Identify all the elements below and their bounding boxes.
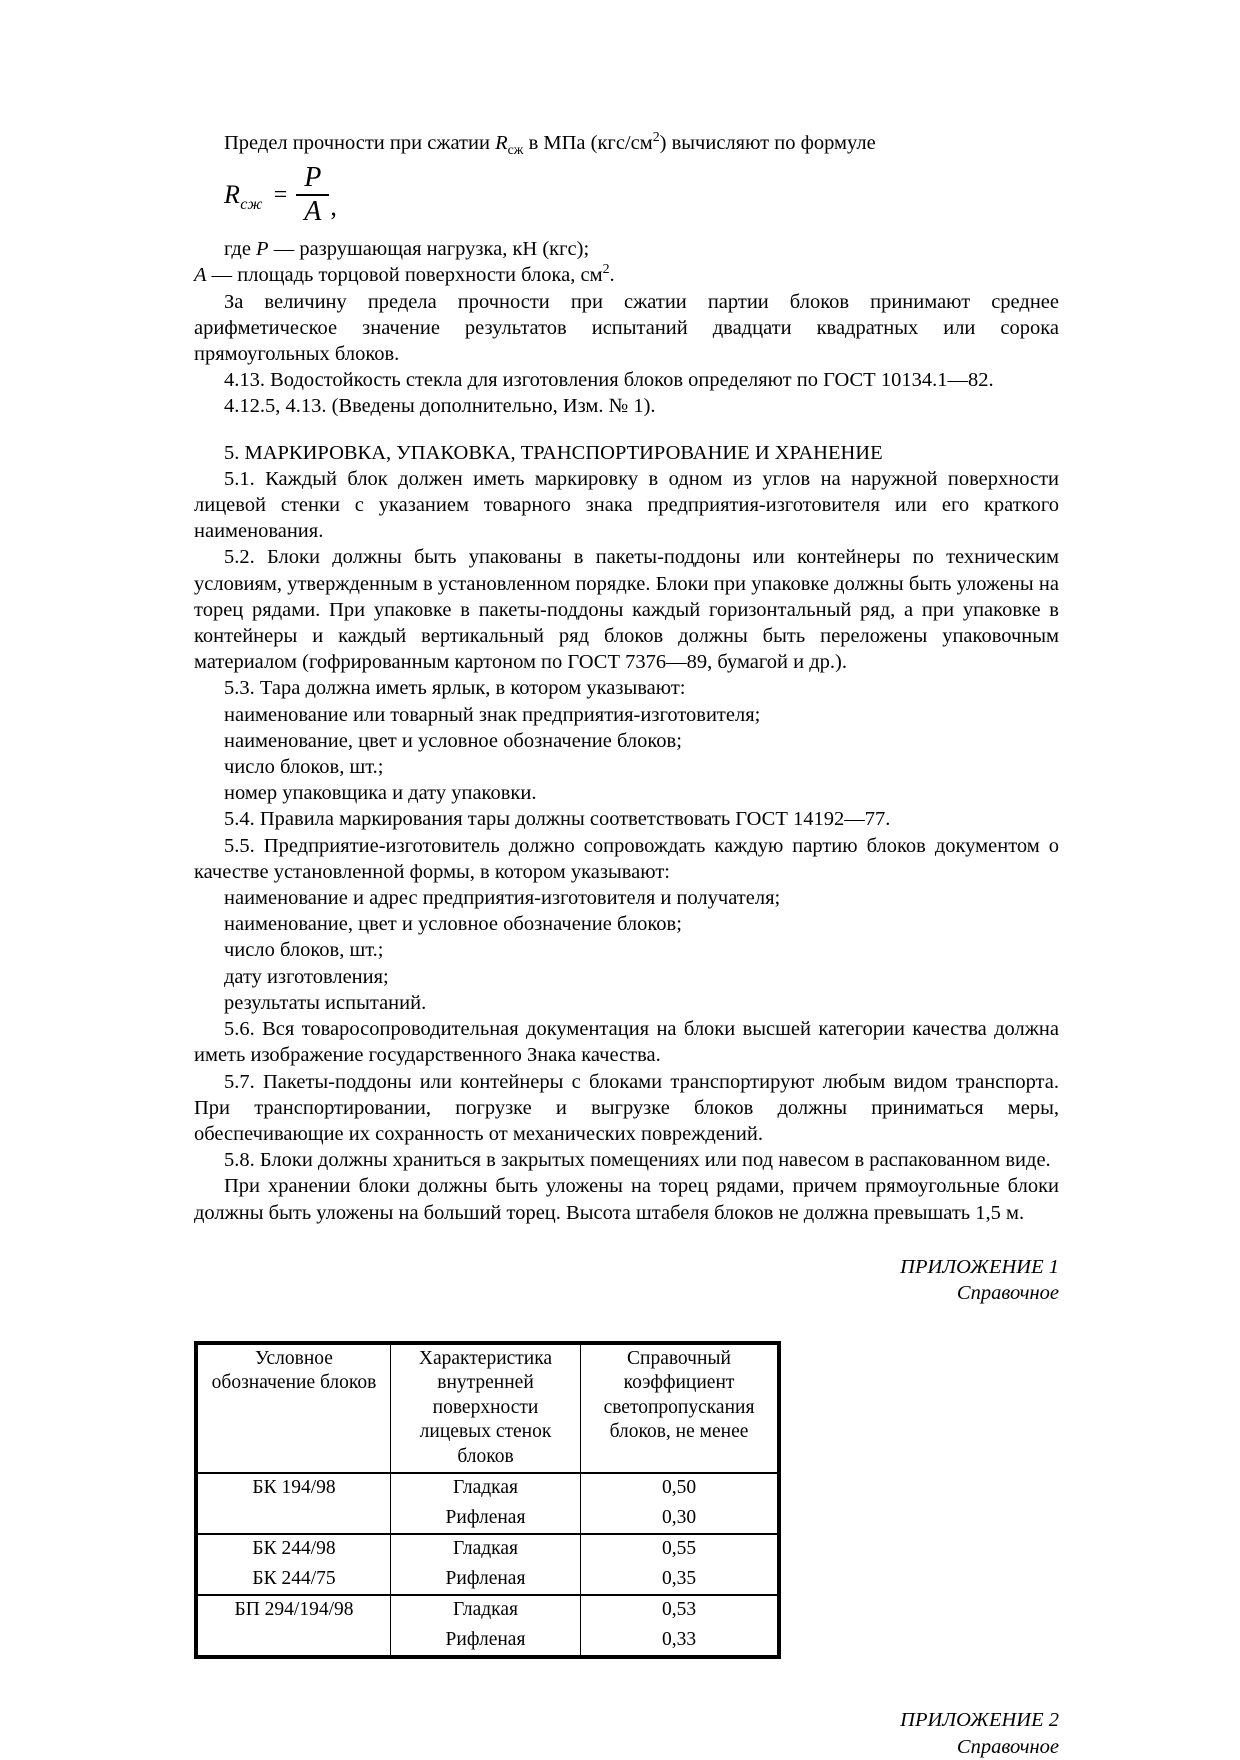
paragraph-storage: При хранении блоки должны быть уложены на торец рядами, причем прямоугольные блоки должны быть уложены на больший торец. Высота штабеля блоков не должна превышать 1,5 м. <box>194 1175 1059 1224</box>
spacer-before-section-5 <box>194 420 1059 440</box>
list-item-5-3-2: наименование, цвет и условное обозначение блоков; <box>224 729 682 752</box>
designation-text-1a: БК 194/98 <box>252 1477 336 1499</box>
cell-coefficient-2a: 0,55 <box>581 1534 778 1565</box>
table-row <box>198 1565 778 1596</box>
cell-surface-2b: Рифленая <box>391 1565 581 1596</box>
list-item-5-5-2: наименование, цвет и условное обозначение блоков; <box>224 913 682 936</box>
paragraph-5-7: 5.7. Пакеты-поддоны или контейнеры с блоками транспортируют любым видом транспорта. При транспортировании, погрузке и выгрузке блоков должны приниматься меры, обеспечивающие их сохранность от механических повреждений. <box>194 1070 1059 1145</box>
intro-symbol: R <box>495 132 508 154</box>
appendix-2-title: ПРИЛОЖЕНИЕ 2 <box>900 1709 1059 1732</box>
cell-surface-3b: Рифленая <box>391 1626 581 1656</box>
paragraph-5-6: 5.6. Вся товаросопроводительная документация на блоки высшей категории качества должна иметь изображение государственного Знака качества. <box>194 1018 1059 1067</box>
cell-designation-1 <box>198 1473 391 1534</box>
cell-designation-2a: БК 244/98 <box>198 1534 391 1565</box>
section-5-heading: 5. МАРКИРОВКА, УПАКОВКА, ТРАНСПОРТИРОВАНИЕ И ХРАНЕНИЕ <box>224 441 883 464</box>
appendix-2-subtitle: Справочное <box>956 1735 1059 1758</box>
paragraph-5-4: 5.4. Правила маркирования тары должны соответствовать ГОСТ 14192—77. <box>224 808 891 831</box>
list-item-5-3-3: число блоков, шт.; <box>224 756 384 779</box>
list-item-5-5-5: результаты испытаний. <box>224 991 427 1014</box>
formula-lhs-subscript: сж <box>240 196 263 214</box>
cell-surface-2a: Гладкая <box>391 1534 581 1565</box>
where-line-p <box>194 236 1059 262</box>
document-content <box>194 130 1059 1760</box>
where-variable-p: P <box>256 238 269 261</box>
paragraph-4-13: 4.13. Водостойкость стекла для изготовления блоков определяют по ГОСТ 10134.1—82. <box>224 369 994 392</box>
where-line-a <box>194 262 1059 288</box>
intro-before: Предел прочности при сжатии <box>224 132 496 154</box>
cell-designation-2b: БК 244/75 <box>198 1565 391 1596</box>
table-row <box>198 1473 778 1504</box>
cell-coefficient-3a: 0,53 <box>581 1595 778 1626</box>
light-transmission-table <box>197 1344 778 1657</box>
intro-exponent: 2 <box>652 130 660 146</box>
where-text-p: — разрушающая нагрузка, кН (кгс); <box>268 238 590 261</box>
cell-surface-3a: Гладкая <box>391 1595 581 1626</box>
table-header-row <box>198 1344 778 1473</box>
formula-equals-sign: = <box>273 181 288 208</box>
intro-tail: ) вычисляют по формуле <box>659 132 876 154</box>
where-text-a: — площадь торцовой поверхности блока, см <box>206 264 603 287</box>
cell-designation-3 <box>198 1595 391 1656</box>
intro-symbol-subscript: сж <box>507 143 524 159</box>
spec-table-wrapper <box>194 1341 1059 1660</box>
formula-lhs-symbol: R <box>224 180 241 210</box>
appendix-1-subtitle: Справочное <box>956 1282 1059 1305</box>
formula-trailing-comma: , <box>330 192 337 222</box>
cell-surface-1b: Рифленая <box>391 1504 581 1535</box>
cell-coefficient-1b: 0,30 <box>581 1504 778 1535</box>
spacer-before-appendix-2 <box>194 1659 1059 1687</box>
spacer-before-appendix-2-b <box>194 1687 1059 1707</box>
list-item-5-3-1: наименование или товарный знак предприятия-изготовителя; <box>224 703 761 726</box>
table-header-designation: Условное обозначение блоков <box>198 1344 391 1473</box>
paragraph-5-8: 5.8. Блоки должны храниться в закрытых помещениях или под навесом в распакованном виде. <box>224 1149 1051 1172</box>
formula-fraction <box>296 164 329 226</box>
list-item-5-3-4: номер упаковщика и дату упаковки. <box>224 782 537 805</box>
paragraph-5-5: 5.5. Предприятие-изготовитель должно сопровождать каждую партию блоков документом о качестве установленной формы, в котором указывают: <box>194 834 1059 883</box>
where-variable-a: A <box>194 264 207 287</box>
formula-left-side <box>224 180 263 214</box>
paragraph-5-3: 5.3. Тара должна иметь ярлык, в котором указывают: <box>224 677 686 700</box>
paragraph-4-12-5: 4.12.5, 4.13. (Введены дополнительно, Изм. № 1). <box>224 395 656 418</box>
formula-denominator: A <box>304 196 322 227</box>
paragraph-5-1: 5.1. Каждый блок должен иметь маркировку в одном из углов на наружной поверхности лицевой стенки с указанием товарного знака предприятия-изготовителя или его краткого наименования. <box>194 467 1059 543</box>
where-prefix: где <box>224 238 257 261</box>
spec-table-outer-border <box>194 1341 781 1660</box>
table-row <box>198 1534 778 1565</box>
paragraph-5-2: 5.2. Блоки должны быть упакованы в пакеты-поддоны или контейнеры по техническим условиям, утвержденным в установленном порядке. Блоки при упаковке должны быть уложены на торец рядами. При упаковке в пакеты-поддоны каждый горизонтальный ряд, а при упаковке в контейнеры и каждый вертикальный ряд блоков должны быть переложены упаковочным материалом (гофрированным картоном по ГОСТ 7376—89, бумагой и др.). <box>194 546 1059 674</box>
cell-coefficient-3b: 0,33 <box>581 1626 778 1656</box>
list-item-5-5-4: дату изготовления; <box>224 965 389 988</box>
cell-coefficient-1a: 0,50 <box>581 1473 778 1504</box>
cell-surface-1a: Гладкая <box>391 1473 581 1504</box>
appendix-1-title: ПРИЛОЖЕНИЕ 1 <box>900 1255 1059 1278</box>
table-row <box>198 1595 778 1626</box>
cell-coefficient-2b: 0,35 <box>581 1565 778 1596</box>
designation-text-3a: БП 294/194/98 <box>234 1599 354 1621</box>
compressive-strength-formula <box>194 164 1059 226</box>
list-item-5-5-3: число блоков, шт.; <box>224 939 384 962</box>
formula-numerator: P <box>304 162 322 194</box>
intro-after: в МПа (кгс/см <box>523 132 653 154</box>
paragraph-average-strength: За величину предела прочности при сжатии партии блоков принимают среднее арифметическое значение результатов испытаний двадцати квадратных или сорока прямоугольных блоков. <box>194 290 1059 366</box>
intro-paragraph <box>194 130 1059 159</box>
where-tail-a: . <box>609 264 615 287</box>
list-item-5-5-1: наименование и адрес предприятия-изготовителя и получателя; <box>224 887 781 910</box>
table-header-surface: Характеристика внутренней поверхности лицевых стенок блоков <box>391 1344 581 1473</box>
spacer-before-appendix-1 <box>194 1226 1059 1254</box>
table-header-coefficient: Справочный коэффициент светопропускания блоков, не менее <box>581 1344 778 1473</box>
where-exponent-a: 2 <box>602 262 610 278</box>
